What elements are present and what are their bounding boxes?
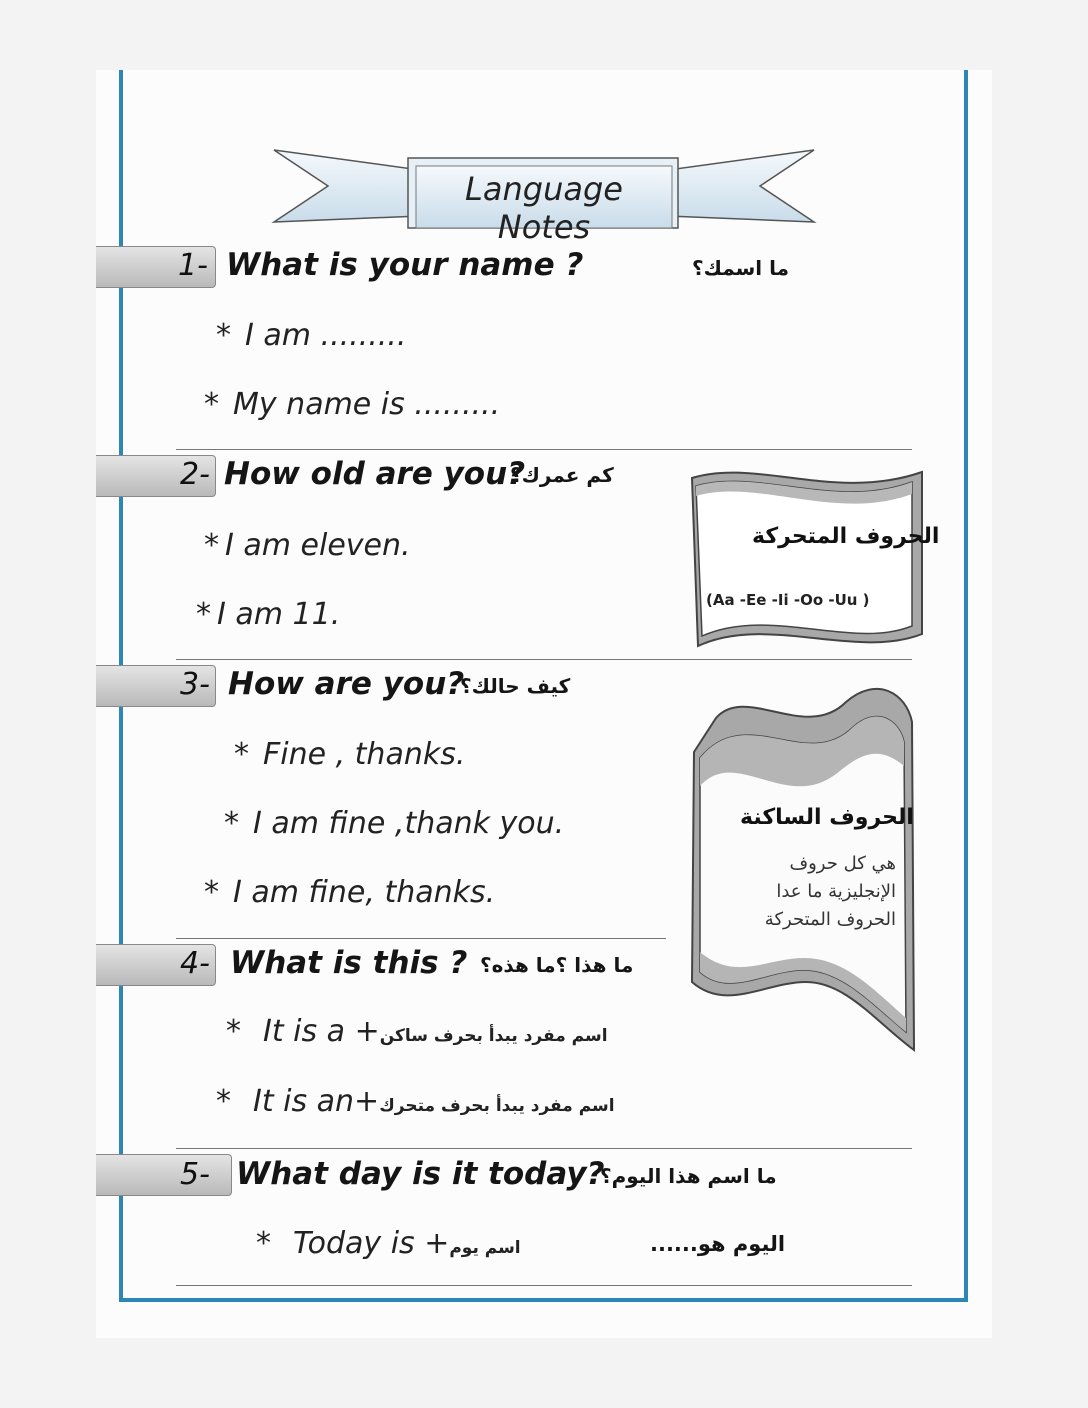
answer-2-2-text: I am 11. xyxy=(217,597,341,632)
consonants-line-2: الإنجليزية ما عدا xyxy=(776,881,896,902)
frame-right-border xyxy=(964,70,968,1302)
question-1-arabic: ما اسمك؟ xyxy=(692,256,790,280)
answer-2-1: * I am eleven. xyxy=(204,528,411,563)
question-2-arabic: كم عمرك؟ xyxy=(510,463,614,487)
answer-3-2: * I am fine ,thank you. xyxy=(224,806,565,841)
consonants-line-1: هي كل حروف xyxy=(789,853,896,874)
answer-4-2-arabic: اسم مفرد يبدأ بحرف متحرك xyxy=(379,1096,615,1116)
answer-4-1-arabic: اسم مفرد يبدأ بحرف ساكن xyxy=(379,1026,608,1046)
answer-4-2: * It is an+اسم مفرد يبدأ بحرف متحرك xyxy=(216,1084,615,1119)
consonants-line-3: الحروف المتحركة xyxy=(764,909,896,930)
question-2: How old are you? xyxy=(224,456,526,492)
consonants-title: الحروف الساكنة xyxy=(740,805,914,830)
item-number-1: 1- xyxy=(178,248,208,283)
page-title: Language Notes xyxy=(465,170,623,246)
question-1: What is your name ? xyxy=(226,247,584,283)
answer-1-1-text: I am ......... xyxy=(245,318,407,353)
divider-4 xyxy=(176,1148,912,1149)
divider-2 xyxy=(176,659,912,660)
answer-3-3-text: I am fine, thanks. xyxy=(233,875,496,910)
answer-5-1: * Today is +اسم يوم xyxy=(256,1226,521,1261)
vowels-letters: (Aa -Ee -Ii -Oo -Uu ) xyxy=(706,591,870,609)
answer-4-1: * It is a +اسم مفرد يبدأ بحرف ساكن xyxy=(226,1014,608,1049)
answer-2-1-text: I am eleven. xyxy=(225,528,411,563)
answer-1-2-text: My name is ......... xyxy=(233,387,501,422)
vowels-title: الحروف المتحركة xyxy=(752,524,940,549)
item-number-3: 3- xyxy=(180,667,210,702)
frame-bottom-border xyxy=(119,1298,968,1302)
answer-3-1: * Fine , thanks. xyxy=(234,737,466,772)
number-tab-5 xyxy=(96,1154,232,1196)
question-3: How are you? xyxy=(228,666,465,702)
divider-5 xyxy=(176,1285,912,1286)
answer-1-2: * My name is ......... xyxy=(204,387,501,422)
question-4-arabic: ما هذا ؟ما هذه؟ xyxy=(480,953,634,977)
answer-4-1-text: It is a + xyxy=(263,1014,380,1049)
answer-3-2-text: I am fine ,thank you. xyxy=(253,806,565,841)
question-3-arabic: كيف حالك؟ xyxy=(460,674,571,698)
item-number-5: 5- xyxy=(180,1157,210,1192)
answer-3-3: * I am fine, thanks. xyxy=(204,875,496,910)
question-4: What is this ? xyxy=(230,945,468,981)
question-5-arabic: ما اسم هذا اليوم؟ xyxy=(600,1164,777,1188)
vowels-box xyxy=(686,464,932,654)
divider-1 xyxy=(176,449,912,450)
item-number-4: 4- xyxy=(180,946,210,981)
answer-5-1-text: Today is + xyxy=(293,1226,450,1261)
consonants-description xyxy=(736,850,896,934)
answer-4-2-text: It is an+ xyxy=(253,1084,380,1119)
answer-3-1-text: Fine , thanks. xyxy=(263,737,466,772)
answer-1-1: * I am ......... xyxy=(216,318,407,353)
item-number-2: 2- xyxy=(180,457,210,492)
answer-5-right-arabic: اليوم هو...... xyxy=(650,1232,786,1256)
divider-3 xyxy=(176,938,666,939)
answer-5-1-arabic: اسم يوم xyxy=(449,1238,521,1258)
answer-2-2: * I am 11. xyxy=(196,597,341,632)
question-5: What day is it today? xyxy=(236,1156,605,1192)
